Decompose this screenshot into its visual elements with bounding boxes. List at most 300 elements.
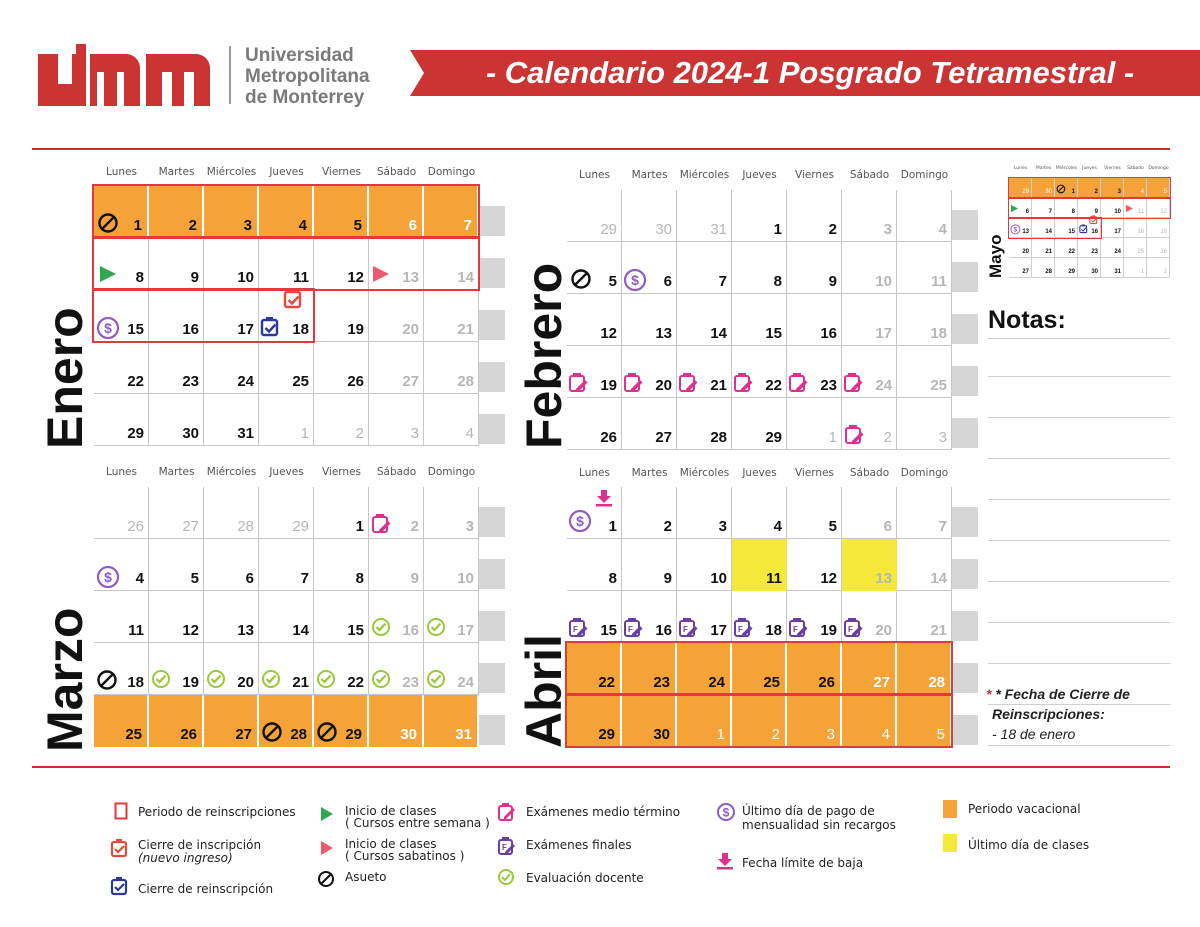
day-cell [787, 487, 842, 539]
weekday-header: Domingo [900, 467, 949, 479]
mini-day-number: 25 [1137, 249, 1144, 255]
day-number: 29 [292, 518, 309, 535]
day-number: 22 [598, 674, 615, 691]
day-cell [94, 591, 149, 643]
day-cell [732, 190, 787, 242]
final-exam-icon [733, 617, 755, 643]
day-cell [677, 591, 732, 643]
day-number: 9 [190, 269, 199, 286]
day-number: 14 [930, 570, 947, 587]
day-number: 25 [763, 674, 780, 691]
day-number: 9 [828, 273, 837, 290]
mini-day-number: 3 [1117, 189, 1121, 195]
day-cell [424, 394, 479, 446]
day-cell [732, 242, 787, 294]
umm-logo-icon [38, 44, 210, 106]
midterm-exam-icon [678, 372, 700, 398]
day-number: 25 [125, 726, 142, 743]
day-number: 24 [708, 674, 725, 691]
day-number: 23 [820, 377, 837, 394]
day-number: 17 [457, 622, 474, 639]
day-cell [897, 591, 952, 643]
note-line [988, 499, 1170, 500]
day-cell [204, 394, 259, 446]
midterm-exam-icon [497, 802, 517, 822]
day-number: 16 [820, 325, 837, 342]
reenrollment-period-box [92, 184, 480, 239]
mini-day-cell [1032, 238, 1055, 258]
day-number: 8 [355, 570, 364, 587]
row-stub [479, 310, 505, 340]
day-cell [259, 342, 314, 394]
mini-day-number: 1 [1071, 189, 1075, 195]
evaluation-check-icon [371, 617, 391, 641]
legend-enrollment-close-note: (nuevo ingreso) [138, 851, 233, 865]
teacher-evaluation-icon [497, 868, 515, 886]
mini-day-number: 29 [1022, 189, 1029, 195]
mini-weekday-header: Domingo [1148, 166, 1169, 171]
mini-day-number: 15 [1068, 229, 1075, 235]
day-cell [622, 591, 677, 643]
note-line [988, 622, 1170, 623]
row-stub [479, 414, 505, 444]
day-number: 4 [773, 518, 782, 535]
day-cell [897, 190, 952, 242]
day-number: 28 [237, 518, 254, 535]
day-cell [842, 487, 897, 539]
day-cell [94, 394, 149, 446]
day-number: 16 [655, 622, 672, 639]
weekday-header: Martes [631, 467, 668, 479]
drop-deadline-icon [595, 489, 613, 511]
day-cell [897, 346, 952, 398]
row-stub [479, 258, 505, 288]
day-number: 19 [600, 377, 617, 394]
weekday-header: Sábado [849, 467, 890, 479]
row-stub [479, 362, 505, 392]
day-cell [567, 591, 622, 643]
day-number: 4 [135, 570, 144, 587]
svg-text:$: $ [722, 805, 730, 820]
day-number: 15 [765, 325, 782, 342]
row-stub [952, 663, 978, 693]
day-number: 18 [765, 622, 782, 639]
day-number: 1 [133, 217, 142, 234]
day-number: 16 [182, 321, 199, 338]
note-text-line-1: * * Fecha de Cierre de [986, 686, 1130, 702]
weekday-header: Miércoles [679, 467, 730, 479]
row-stub [952, 559, 978, 589]
reenrollment-period-box [92, 288, 315, 343]
mini-weekday-header: Martes [1035, 166, 1052, 171]
top-divider [32, 148, 1170, 150]
day-cell [787, 539, 842, 591]
day-cell [204, 643, 259, 695]
day-cell [314, 591, 369, 643]
day-cell [204, 342, 259, 394]
day-cell [369, 290, 424, 342]
legend-classes-start-week-1: Inicio de clases [345, 804, 437, 818]
legend-last-payment-1: Último día de pago de [742, 804, 875, 818]
weekday-header: Jueves [742, 467, 777, 479]
day-cell [897, 242, 952, 294]
day-number: 28 [928, 674, 945, 691]
holiday-icon [96, 669, 118, 695]
day-number: 21 [710, 377, 727, 394]
day-number: 29 [127, 425, 144, 442]
day-cell [842, 398, 897, 450]
day-number: 31 [237, 425, 254, 442]
note-line [988, 376, 1170, 377]
weekday-header: Sábado [849, 169, 890, 181]
mini-day-cell [1009, 238, 1032, 258]
mini-day-number: 11 [1137, 209, 1144, 215]
day-cell [622, 190, 677, 242]
day-number: 4 [298, 217, 307, 234]
month-name-enero: Enero [37, 307, 93, 449]
mini-day-cell [1124, 238, 1147, 258]
row-stub [952, 366, 978, 396]
day-number: 18 [930, 325, 947, 342]
payment-icon [96, 565, 120, 593]
day-number: 19 [820, 622, 837, 639]
legend-last-payment-2: mensualidad sin recargos [742, 818, 896, 832]
day-cell [369, 539, 424, 591]
day-cell [622, 242, 677, 294]
day-cell [259, 695, 314, 747]
holiday-icon [570, 268, 592, 294]
day-number: 7 [718, 273, 727, 290]
weekday-header: Lunes [106, 466, 137, 478]
evaluation-check-icon [426, 617, 446, 641]
note-line [988, 540, 1170, 541]
vacation-period-swatch [943, 800, 957, 818]
row-stub [952, 507, 978, 537]
weekday-header: Viernes [321, 466, 362, 478]
mini-day-cell [1124, 258, 1147, 278]
day-number: 25 [292, 373, 309, 390]
day-number: 2 [355, 425, 364, 442]
row-stub [479, 206, 505, 236]
mini-day-cell [1101, 258, 1124, 278]
day-number: 10 [875, 273, 892, 290]
day-number: 15 [127, 321, 144, 338]
final-exam-icon [497, 836, 517, 856]
mini-reenrollment-box [1008, 217, 1102, 239]
day-cell [259, 539, 314, 591]
day-cell [622, 398, 677, 450]
day-cell [369, 643, 424, 695]
legend-drop-deadline: Fecha límite de baja [742, 856, 864, 870]
enrollment-close-icon [110, 838, 130, 858]
weekday-header: Domingo [427, 166, 476, 178]
day-cell [787, 190, 842, 242]
mini-day-number: 18 [1137, 229, 1144, 235]
day-cell [369, 591, 424, 643]
weekday-header: Viernes [321, 166, 362, 178]
evaluation-check-icon [261, 669, 281, 693]
row-stub [479, 559, 505, 589]
weekday-header: Jueves [269, 166, 304, 178]
day-number: 4 [938, 221, 947, 238]
midterm-exam-icon [623, 372, 645, 398]
day-cell [204, 539, 259, 591]
mini-day-number: 16 [1091, 229, 1098, 235]
day-number: 8 [135, 269, 144, 286]
mini-day-number: 12 [1160, 209, 1167, 215]
mini-day-number: 9 [1094, 209, 1098, 215]
day-cell [677, 294, 732, 346]
day-cell [842, 591, 897, 643]
day-number: 14 [457, 269, 474, 286]
day-cell [204, 591, 259, 643]
day-number: 27 [873, 674, 890, 691]
day-number: 19 [182, 674, 199, 691]
day-cell [567, 539, 622, 591]
day-cell [314, 290, 369, 342]
day-cell [94, 539, 149, 591]
day-number: 6 [663, 273, 672, 290]
evaluation-check-icon [151, 669, 171, 693]
day-cell [204, 487, 259, 539]
weekday-header: Martes [631, 169, 668, 181]
day-cell [259, 394, 314, 446]
mini-day-number: 2 [1163, 269, 1167, 275]
row-stub [952, 418, 978, 448]
day-cell [622, 487, 677, 539]
note-line [988, 663, 1170, 664]
day-number: 6 [245, 570, 254, 587]
midterm-exam-icon [844, 424, 866, 450]
day-number: 12 [182, 622, 199, 639]
day-cell [897, 398, 952, 450]
day-cell [369, 394, 424, 446]
day-number: 1 [355, 518, 364, 535]
mini-day-cell [1101, 218, 1124, 238]
mini-day-cell [1032, 258, 1055, 278]
svg-text:$: $ [631, 272, 639, 288]
day-cell [149, 591, 204, 643]
day-number: 22 [765, 377, 782, 394]
day-cell [149, 695, 204, 747]
day-number: 26 [347, 373, 364, 390]
day-number: 27 [182, 518, 199, 535]
day-number: 28 [710, 429, 727, 446]
day-number: 7 [463, 217, 472, 234]
day-number: 10 [457, 570, 474, 587]
midterm-exam-icon [371, 513, 393, 539]
mini-day-number: 31 [1114, 269, 1121, 275]
note-line [988, 458, 1170, 459]
mini-weekday-header: Jueves [1082, 166, 1097, 171]
day-number: 1 [716, 726, 725, 743]
day-number: 4 [881, 726, 890, 743]
day-number: 5 [190, 570, 199, 587]
university-name-line-3: de Monterrey [245, 87, 365, 108]
legend-reenrollment-period: Periodo de reinscripciones [138, 805, 296, 819]
row-stub [952, 611, 978, 641]
mini-day-number: 1 [1140, 269, 1144, 275]
mini-day-cell [1078, 238, 1101, 258]
day-number: 20 [875, 622, 892, 639]
evaluation-check-icon [206, 669, 226, 693]
mini-day-cell [1101, 238, 1124, 258]
day-cell [567, 487, 622, 539]
day-number: 13 [237, 622, 254, 639]
mini-day-cell [1078, 258, 1101, 278]
day-cell [149, 342, 204, 394]
day-number: 27 [655, 429, 672, 446]
mini-day-number: 21 [1045, 249, 1052, 255]
day-number: 21 [930, 622, 947, 639]
day-number: 24 [457, 674, 474, 691]
mini-day-cell [1147, 238, 1170, 258]
day-cell [787, 591, 842, 643]
mini-day-number: 17 [1114, 229, 1121, 235]
day-number: 27 [402, 373, 419, 390]
day-number: 15 [347, 622, 364, 639]
weekday-header: Martes [158, 466, 195, 478]
day-number: 26 [180, 726, 197, 743]
mini-reenrollment-box [1008, 197, 1171, 219]
svg-text:F: F [502, 843, 507, 852]
day-number: 22 [127, 373, 144, 390]
holiday-icon [316, 721, 338, 747]
day-number: 12 [347, 269, 364, 286]
day-cell [424, 342, 479, 394]
mini-day-number: 8 [1071, 209, 1075, 215]
day-cell [897, 294, 952, 346]
mini-day-number: 26 [1160, 249, 1167, 255]
svg-text:$: $ [576, 513, 584, 529]
reenrollment-period-icon [114, 802, 128, 820]
row-stub [479, 611, 505, 641]
day-cell [787, 398, 842, 450]
logo-divider [229, 46, 231, 104]
svg-text:$: $ [104, 320, 112, 336]
last-class-day-swatch [943, 834, 957, 852]
day-number: 2 [828, 221, 837, 238]
day-cell [567, 294, 622, 346]
day-number: 13 [402, 269, 419, 286]
weekday-header: Miércoles [206, 466, 257, 478]
day-cell [677, 539, 732, 591]
day-number: 3 [883, 221, 892, 238]
midterm-exam-icon [788, 372, 810, 398]
month-name-marzo: Marzo [37, 607, 93, 752]
day-cell [94, 695, 149, 747]
note-text-1: * Fecha de Cierre de [995, 686, 1130, 702]
day-number: 9 [410, 570, 419, 587]
reenrollment-period-box [92, 236, 480, 291]
day-cell [842, 294, 897, 346]
day-number: 3 [465, 518, 474, 535]
mini-day-cell [1124, 218, 1147, 238]
day-cell [567, 242, 622, 294]
last-payment-icon [716, 802, 736, 822]
day-number: 11 [293, 269, 309, 286]
day-cell [677, 398, 732, 450]
day-number: 16 [402, 622, 419, 639]
day-cell [622, 294, 677, 346]
mini-weekday-header: Viernes [1104, 166, 1121, 171]
legend-last-class-day: Último día de clases [968, 838, 1090, 852]
day-number: 3 [243, 217, 252, 234]
page-title: - Calendario 2024-1 Posgrado Tetramestral - [485, 55, 1135, 90]
midterm-exam-icon [733, 372, 755, 398]
day-number: 2 [883, 429, 892, 446]
svg-text:F: F [573, 625, 578, 634]
legend-classes-start-sat-2: ( Cursos sabatinos ) [345, 849, 465, 863]
weekday-header: Jueves [269, 466, 304, 478]
weekday-header: Lunes [106, 166, 137, 178]
day-cell [897, 487, 952, 539]
day-number: 17 [875, 325, 892, 342]
mini-day-cell [1055, 238, 1078, 258]
day-cell [424, 591, 479, 643]
payment-icon [568, 509, 592, 537]
day-number: 18 [292, 321, 309, 338]
day-number: 14 [292, 622, 309, 639]
mini-day-number: 7 [1048, 209, 1052, 215]
day-cell [369, 342, 424, 394]
day-number: 8 [608, 570, 617, 587]
day-cell [787, 294, 842, 346]
note-line [988, 745, 1170, 746]
day-number: 20 [655, 377, 672, 394]
day-cell [732, 346, 787, 398]
day-cell [369, 487, 424, 539]
day-cell [842, 190, 897, 242]
weekday-header: Sábado [376, 466, 417, 478]
mini-day-number: 22 [1068, 249, 1075, 255]
day-cell [677, 242, 732, 294]
mini-day-cell [1009, 258, 1032, 278]
day-number: 13 [875, 570, 892, 587]
day-number: 1 [300, 425, 309, 442]
day-cell [424, 643, 479, 695]
classes-start-weekday-icon [320, 806, 334, 822]
day-cell [842, 346, 897, 398]
weekday-header: Miércoles [206, 166, 257, 178]
classes-start-saturday-icon [320, 840, 334, 856]
day-number: 6 [883, 518, 892, 535]
day-number: 27 [235, 726, 252, 743]
weekday-header: Domingo [427, 466, 476, 478]
day-cell [567, 346, 622, 398]
day-number: 18 [127, 674, 144, 691]
month-name-mayo: Mayo [986, 234, 1005, 278]
day-number: 23 [402, 674, 419, 691]
day-number: 1 [773, 221, 782, 238]
month-name-abril: Abril [516, 634, 572, 748]
mini-day-number: 19 [1160, 229, 1167, 235]
payment-icon [623, 268, 647, 296]
svg-text:F: F [628, 625, 633, 634]
legend-teacher-evaluation: Evaluación docente [526, 871, 644, 885]
day-cell [732, 294, 787, 346]
mini-weekday-header: Miércoles [1055, 166, 1078, 171]
day-number: 24 [875, 377, 892, 394]
svg-text:F: F [848, 625, 853, 634]
day-number: 8 [773, 273, 782, 290]
day-number: 28 [457, 373, 474, 390]
day-number: 3 [826, 726, 835, 743]
mini-day-number: 27 [1022, 269, 1029, 275]
day-cell [204, 695, 259, 747]
day-number: 2 [410, 518, 419, 535]
legend-classes-start-week-2: ( Cursos entre semana ) [345, 816, 490, 830]
